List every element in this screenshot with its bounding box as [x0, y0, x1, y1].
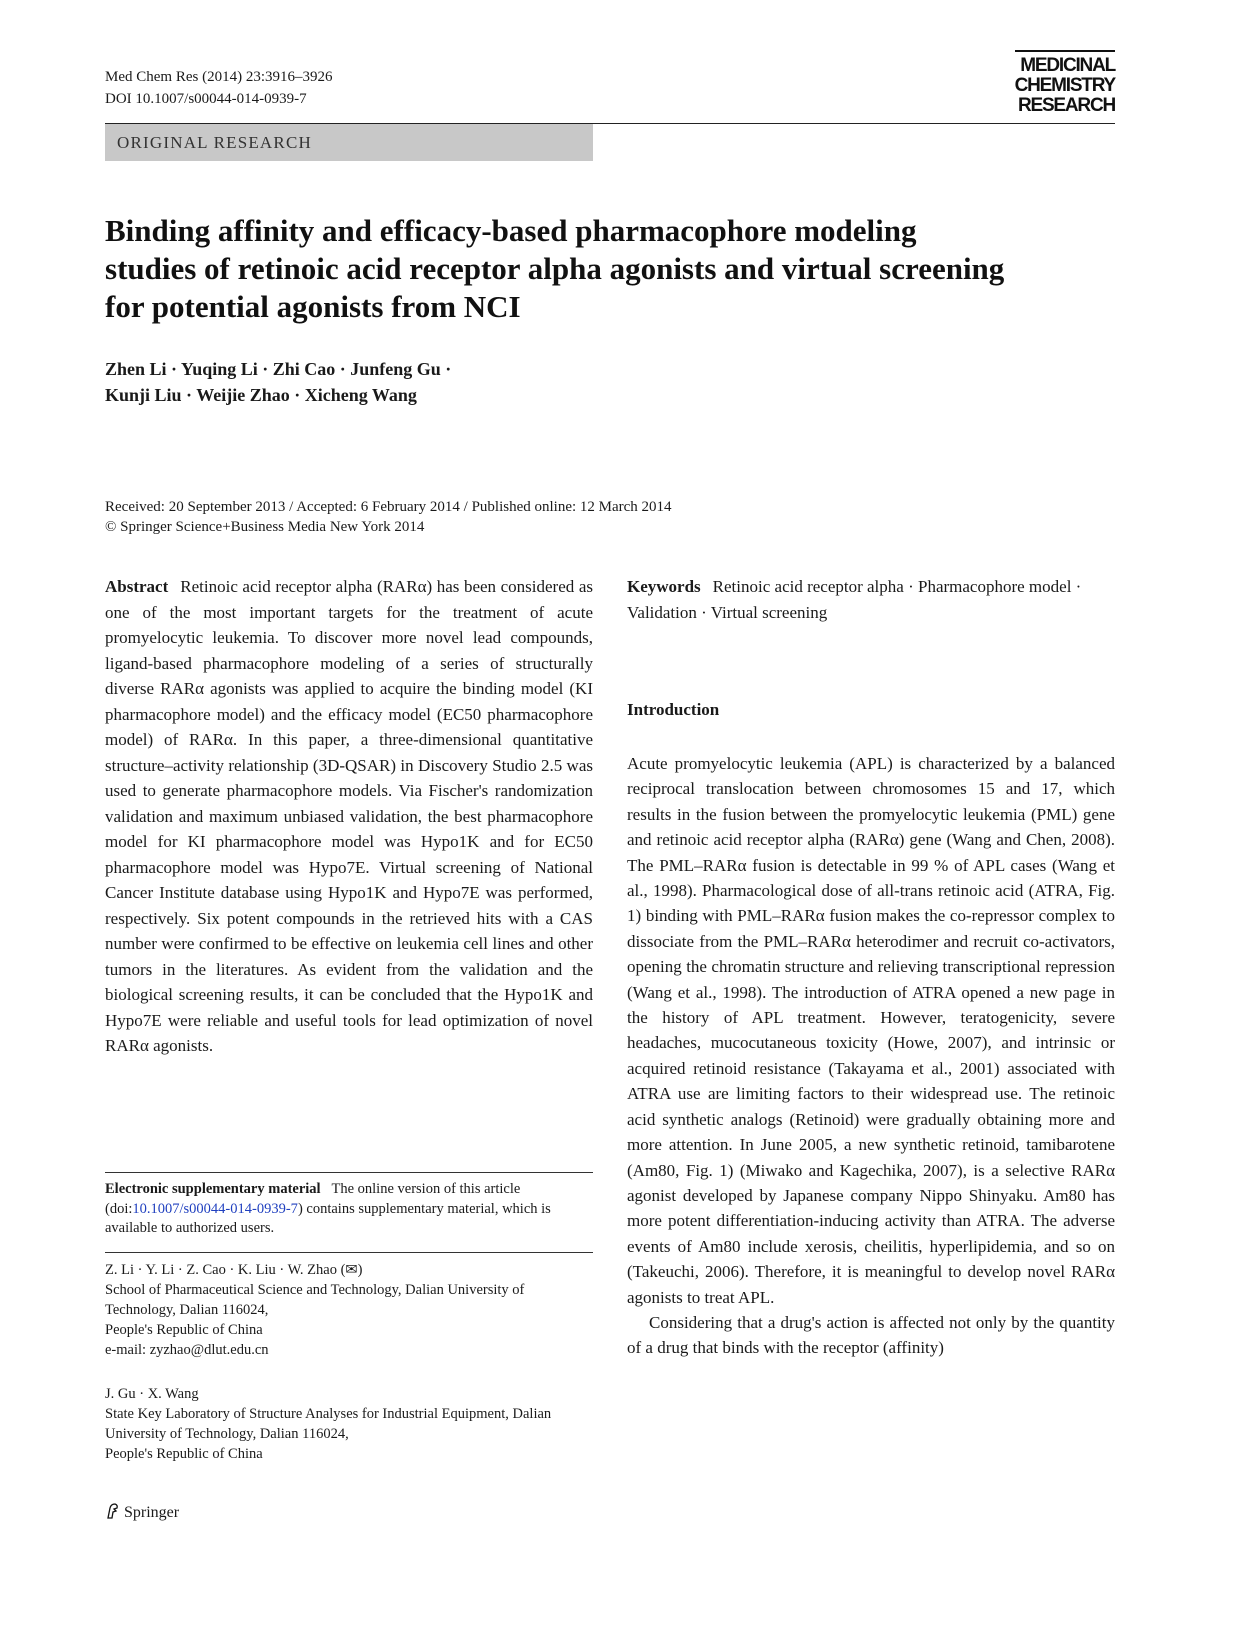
publication-dates [105, 497, 1005, 537]
introduction-body [627, 751, 1115, 1361]
intro-paragraph-2: Considering that a drug's action is affected not only by the quantity of a drug that binds with the receptor (affinity) [627, 1312, 1115, 1358]
keywords-paragraph [627, 574, 1115, 625]
doi-line: DOI 10.1007/s00044-014-0939-7 [105, 91, 307, 107]
abstract-block [105, 574, 593, 1059]
author-list [105, 356, 805, 408]
springer-horse-icon [105, 1502, 121, 1520]
journal-reference [105, 66, 332, 110]
esm-text-before: The online version of this article (doi: [105, 1181, 521, 1217]
supplementary-note [105, 1180, 575, 1239]
keywords-block [627, 574, 1115, 625]
logo-word-1: MEDICINAL [1020, 55, 1115, 76]
affiliation-2 [105, 1384, 593, 1464]
logo-word-2: CHEMISTRY [1014, 75, 1115, 96]
introduction-heading: Introduction [627, 700, 720, 719]
logo-word-3: RESEARCH [1017, 95, 1115, 116]
aff1-institution: School of Pharmaceutical Science and Technology, Dalian University of Technology, Dalian 116024, [105, 1282, 525, 1318]
intro-paragraph-1: Acute promyelocytic leukemia (APL) is characterized by a balanced reciprocal translocation between chromosomes 15 and 17, which results in the fusion between the promyelocytic leukemia (PML) gene and retinoic acid receptor alpha (RARα) gene (Wang and Chen, 2008). The PML–RARα fusion is detectable in 99 % of APL cases (Wang et al., 1998). Pharmacological dose of all-trans retinoic acid (ATRA, Fig. 1) binding with PML–RARα fusion makes the co-repressor complex to dissociate from the PML–RARα heterodimer and recruit co-activators, opening the chromatin structure and relieving transcriptional repression (Wang et al., 1998). The introduction of ATRA opened a new page in the history of APL treatment. However, teratogenicity, severe headaches, mucocutaneous toxicity (Howe, 2007), and intrinsic or acquired retinoid resistance (Takayama et al., 2001) associated with ATRA use are limiting factors to their widespread use. The retinoic acid synthetic analogs (Retinoid) were gradually obtaining more and more attention. In June 2005, a new synthetic retinoid, tamibarotene (Am80, Fig. 1) (Miwako and Kagechika, 2007), is a selective RARα agonist developed by Japanese company Nippo Shinyaku. Am80 has more potent differentiation-inducing activity than ATRA. The adverse events of Am80 include xerosis, cheilitis, hyperlipidemia, and so on (Takeuchi, 2006). Therefore, it is meaningful to develop novel RARα agonists to treat APL. [627, 754, 1115, 1307]
article-title: Binding affinity and efficacy-based pharmacophore modeling studies of retinoic acid receptor alpha agonists and virtual screening for potential agonists from NCI [105, 213, 1005, 324]
aff2-country: People's Republic of China [105, 1446, 263, 1462]
aff1-authors: Z. Li · Y. Li · Z. Cao · K. Liu · W. Zhao (✉) [105, 1262, 363, 1278]
copyright-line: © Springer Science+Business Media New York 2014 [105, 519, 425, 535]
publisher-name: Springer [124, 1504, 180, 1521]
authors-line-1: Zhen Li · Yuqing Li · Zhi Cao · Junfeng Gu · [105, 359, 452, 379]
abstract-text: Retinoic acid receptor alpha (RARα) has been considered as one of the most important targets for the treatment of acute promyelocytic leukemia. To discover more novel lead compounds, ligand-based pharmacophore modeling of a series of structurally diverse RARα agonists was applied to acquire the binding model (KI pharmacophore model) and the efficacy model (EC50 pharmacophore model) of RARα. In this paper, a three-dimensional quantitative structure–activity relationship (3D-QSAR) in Discovery Studio 2.5 was used to generate pharmacophore models. Via Fischer's randomization validation and maximum unbiased validation, the best pharmacophore model for KI pharmacophore model was Hypo1K and for EC50 pharmacophore model was Hypo7E. Virtual screening of National Cancer Institute database using Hypo1K and Hypo7E was performed, respectively. Six potent compounds in the retrieved hits with a CAS number were confirmed to be effective on leukemia cell lines and other tumors in the literatures. As evident from the validation and the biological screening results, it can be concluded that the Hypo1K and Hypo7E were reliable and useful tools for lead optimization of novel RARα agonists. [105, 577, 593, 1055]
logo-top-rule [1015, 50, 1115, 52]
history-dates: Received: 20 September 2013 / Accepted: 6 February 2014 / Published online: 12 March 2014 [105, 499, 672, 515]
keywords-text: Retinoic acid receptor alpha · Pharmacophore model · Validation · Virtual screening [627, 577, 1082, 622]
section-badge: ORIGINAL RESEARCH [105, 124, 593, 161]
keywords-label: Keywords [627, 577, 701, 596]
abstract-label: Abstract [105, 577, 169, 596]
esm-label: Electronic supplementary material [105, 1181, 321, 1197]
esm-doi-link[interactable]: 10.1007/s00044-014-0939-7 [132, 1200, 298, 1217]
publisher-footer [105, 1502, 179, 1522]
journal-citation: Med Chem Res (2014) 23:3916–3926 [105, 69, 333, 85]
journal-logo [1015, 50, 1115, 116]
authors-line-2: Kunji Liu · Weijie Zhao · Xicheng Wang [105, 385, 417, 405]
esm-divider [105, 1172, 593, 1173]
aff2-institution: State Key Laboratory of Structure Analyses for Industrial Equipment, Dalian University of Technology, Dalian 116024, [105, 1406, 552, 1442]
affiliation-1 [105, 1260, 593, 1360]
aff1-email[interactable]: e-mail: zyzhao@dlut.edu.cn [105, 1342, 269, 1358]
affiliation-divider [105, 1252, 593, 1253]
esm-text-after: ) contains supplementary material, which is available to authorized users. [105, 1200, 551, 1236]
abstract-paragraph [105, 574, 593, 1059]
aff2-authors: J. Gu · X. Wang [105, 1386, 199, 1402]
aff1-country: People's Republic of China [105, 1322, 263, 1338]
